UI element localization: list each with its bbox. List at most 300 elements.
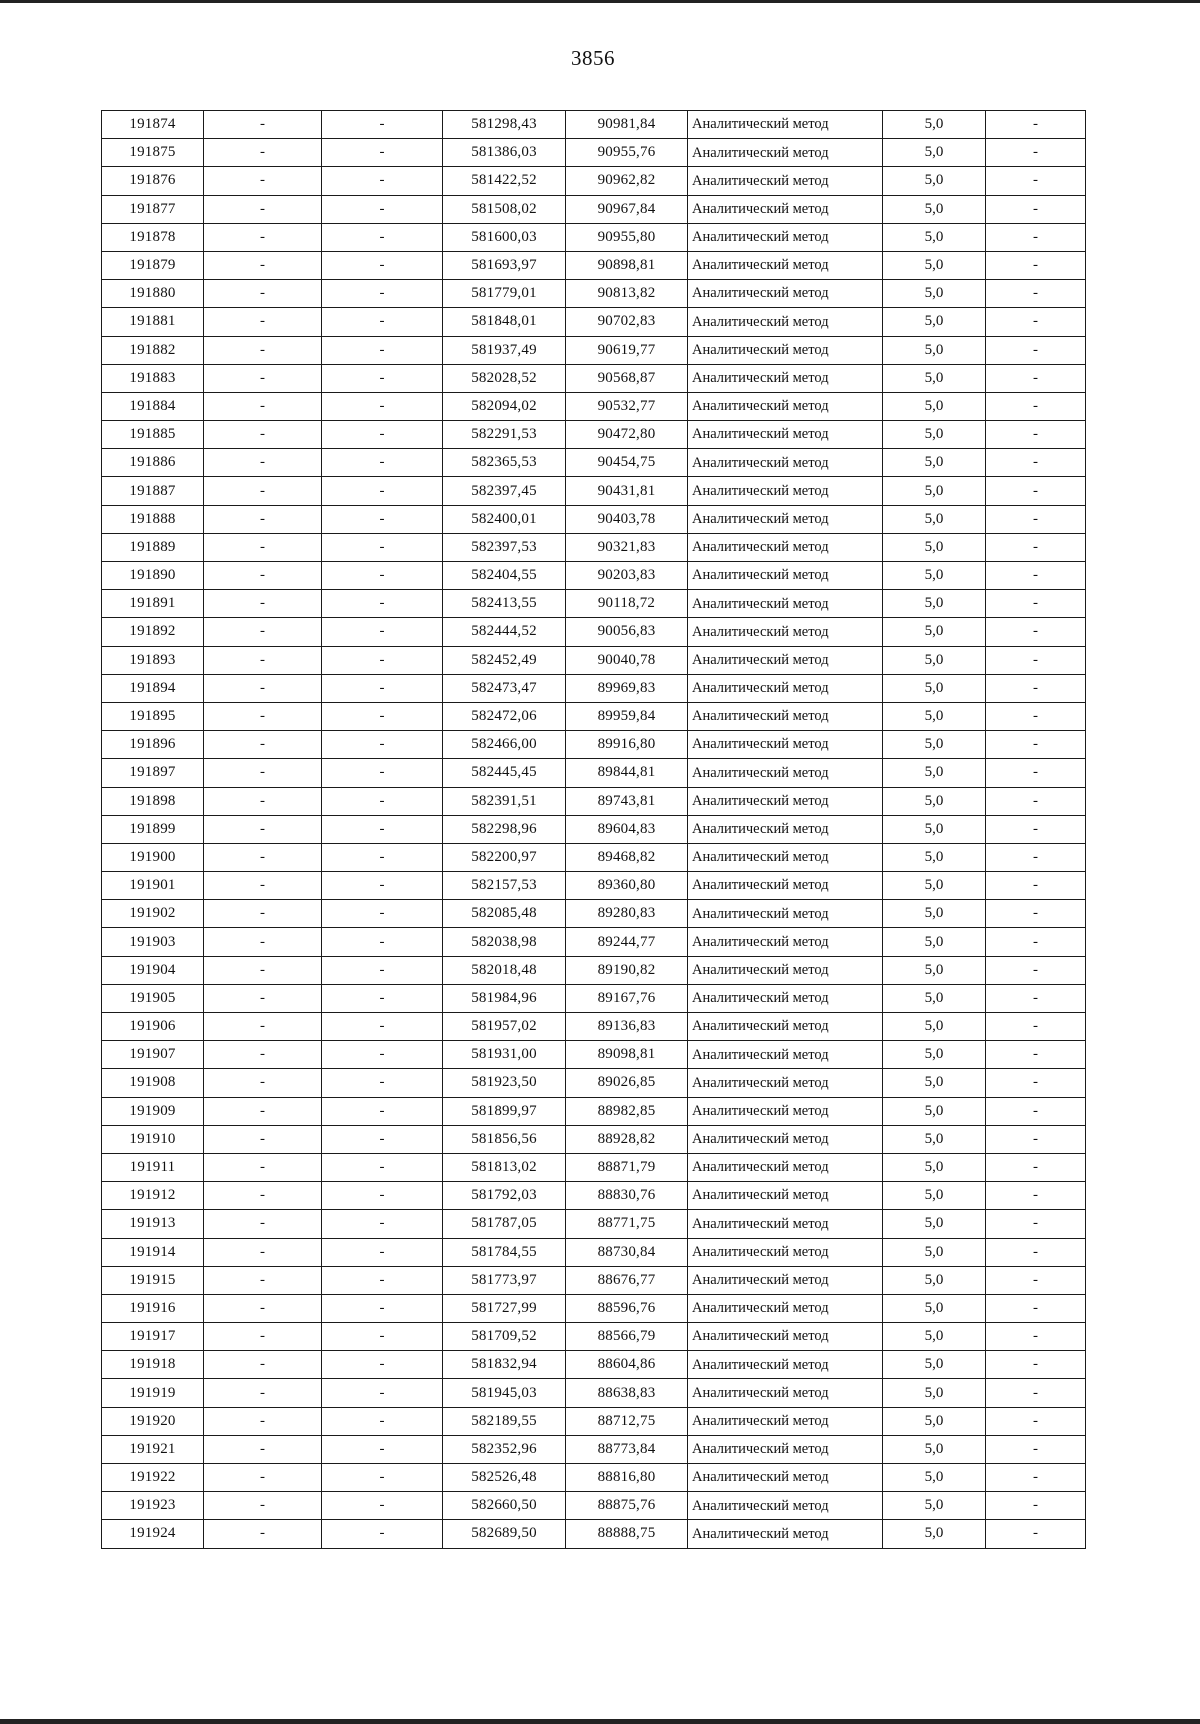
empty-col-8-cell: - [986,1351,1086,1379]
empty-col-8-cell: - [986,1323,1086,1351]
empty-col-8-cell: - [986,167,1086,195]
empty-col-3-cell: - [322,308,443,336]
empty-col-8-cell: - [986,477,1086,505]
table-row [102,956,1086,984]
empty-col-3-cell: - [322,1492,443,1520]
accuracy-cell: 5,0 [883,449,986,477]
y-coordinate-cell: 90619,77 [566,336,688,364]
method-cell: Аналитический метод [688,1210,883,1238]
method-cell: Аналитический метод [688,195,883,223]
accuracy-cell: 5,0 [883,984,986,1012]
method-cell: Аналитический метод [688,308,883,336]
empty-col-2-cell: - [204,1097,322,1125]
method-cell: Аналитический метод [688,702,883,730]
table-row [102,280,1086,308]
accuracy-cell: 5,0 [883,928,986,956]
method-cell: Аналитический метод [688,674,883,702]
x-coordinate-cell: 581957,02 [443,1013,566,1041]
empty-col-3-cell: - [322,364,443,392]
x-coordinate-cell: 581792,03 [443,1182,566,1210]
x-coordinate-cell: 582452,49 [443,646,566,674]
point-number-cell: 191908 [102,1069,204,1097]
table-row [102,533,1086,561]
empty-col-2-cell: - [204,308,322,336]
empty-col-3-cell: - [322,1464,443,1492]
empty-col-3-cell: - [322,759,443,787]
bottom-border-rule [0,1719,1200,1724]
empty-col-8-cell: - [986,392,1086,420]
empty-col-8-cell: - [986,421,1086,449]
y-coordinate-cell: 90118,72 [566,590,688,618]
empty-col-8-cell: - [986,1266,1086,1294]
point-number-cell: 191891 [102,590,204,618]
table-row [102,1125,1086,1153]
x-coordinate-cell: 581945,03 [443,1379,566,1407]
method-cell: Аналитический метод [688,1182,883,1210]
y-coordinate-cell: 90962,82 [566,167,688,195]
point-number-cell: 191882 [102,336,204,364]
accuracy-cell: 5,0 [883,477,986,505]
point-number-cell: 191904 [102,956,204,984]
accuracy-cell: 5,0 [883,1238,986,1266]
method-cell: Аналитический метод [688,646,883,674]
accuracy-cell: 5,0 [883,1464,986,1492]
method-cell: Аналитический метод [688,392,883,420]
table-row [102,1520,1086,1548]
table-row [102,872,1086,900]
empty-col-3-cell: - [322,111,443,139]
empty-col-8-cell: - [986,787,1086,815]
empty-col-3-cell: - [322,956,443,984]
empty-col-8-cell: - [986,533,1086,561]
empty-col-3-cell: - [322,702,443,730]
y-coordinate-cell: 90967,84 [566,195,688,223]
y-coordinate-cell: 88830,76 [566,1182,688,1210]
accuracy-cell: 5,0 [883,872,986,900]
point-number-cell: 191895 [102,702,204,730]
empty-col-2-cell: - [204,167,322,195]
y-coordinate-cell: 88982,85 [566,1097,688,1125]
empty-col-2-cell: - [204,759,322,787]
empty-col-3-cell: - [322,1266,443,1294]
method-cell: Аналитический метод [688,1069,883,1097]
empty-col-2-cell: - [204,336,322,364]
y-coordinate-cell: 89743,81 [566,787,688,815]
accuracy-cell: 5,0 [883,1153,986,1181]
accuracy-cell: 5,0 [883,1125,986,1153]
y-coordinate-cell: 90532,77 [566,392,688,420]
table-row [102,364,1086,392]
accuracy-cell: 5,0 [883,421,986,449]
method-cell: Аналитический метод [688,167,883,195]
empty-col-8-cell: - [986,872,1086,900]
point-number-cell: 191893 [102,646,204,674]
empty-col-2-cell: - [204,139,322,167]
x-coordinate-cell: 582445,45 [443,759,566,787]
empty-col-3-cell: - [322,392,443,420]
empty-col-8-cell: - [986,1125,1086,1153]
accuracy-cell: 5,0 [883,1097,986,1125]
empty-col-2-cell: - [204,1210,322,1238]
y-coordinate-cell: 90040,78 [566,646,688,674]
point-number-cell: 191878 [102,223,204,251]
method-cell: Аналитический метод [688,956,883,984]
empty-col-2-cell: - [204,815,322,843]
accuracy-cell: 5,0 [883,674,986,702]
y-coordinate-cell: 88888,75 [566,1520,688,1548]
point-number-cell: 191881 [102,308,204,336]
empty-col-2-cell: - [204,251,322,279]
point-number-cell: 191916 [102,1294,204,1322]
empty-col-2-cell: - [204,364,322,392]
point-number-cell: 191920 [102,1407,204,1435]
accuracy-cell: 5,0 [883,1407,986,1435]
empty-col-8-cell: - [986,1097,1086,1125]
empty-col-3-cell: - [322,872,443,900]
accuracy-cell: 5,0 [883,392,986,420]
table-row [102,787,1086,815]
empty-col-3-cell: - [322,646,443,674]
y-coordinate-cell: 90568,87 [566,364,688,392]
method-cell: Аналитический метод [688,421,883,449]
empty-col-2-cell: - [204,731,322,759]
method-cell: Аналитический метод [688,477,883,505]
y-coordinate-cell: 90403,78 [566,505,688,533]
point-number-cell: 191883 [102,364,204,392]
method-cell: Аналитический метод [688,1097,883,1125]
empty-col-8-cell: - [986,195,1086,223]
point-number-cell: 191876 [102,167,204,195]
point-number-cell: 191888 [102,505,204,533]
method-cell: Аналитический метод [688,111,883,139]
empty-col-8-cell: - [986,674,1086,702]
method-cell: Аналитический метод [688,618,883,646]
y-coordinate-cell: 89969,83 [566,674,688,702]
accuracy-cell: 5,0 [883,562,986,590]
empty-col-8-cell: - [986,336,1086,364]
table-row [102,1069,1086,1097]
empty-col-3-cell: - [322,787,443,815]
empty-col-8-cell: - [986,759,1086,787]
table-row [102,1266,1086,1294]
empty-col-2-cell: - [204,1520,322,1548]
empty-col-2-cell: - [204,1407,322,1435]
point-number-cell: 191898 [102,787,204,815]
accuracy-cell: 5,0 [883,590,986,618]
method-cell: Аналитический метод [688,1520,883,1548]
empty-col-2-cell: - [204,1464,322,1492]
method-cell: Аналитический метод [688,1013,883,1041]
empty-col-2-cell: - [204,928,322,956]
table-row [102,1097,1086,1125]
x-coordinate-cell: 582028,52 [443,364,566,392]
empty-col-3-cell: - [322,1013,443,1041]
y-coordinate-cell: 89280,83 [566,900,688,928]
accuracy-cell: 5,0 [883,787,986,815]
empty-col-2-cell: - [204,195,322,223]
accuracy-cell: 5,0 [883,759,986,787]
empty-col-3-cell: - [322,843,443,871]
point-number-cell: 191910 [102,1125,204,1153]
y-coordinate-cell: 89026,85 [566,1069,688,1097]
table-row [102,1351,1086,1379]
point-number-cell: 191909 [102,1097,204,1125]
table-row [102,251,1086,279]
empty-col-8-cell: - [986,505,1086,533]
method-cell: Аналитический метод [688,928,883,956]
point-number-cell: 191918 [102,1351,204,1379]
accuracy-cell: 5,0 [883,1041,986,1069]
table-row [102,505,1086,533]
method-cell: Аналитический метод [688,1464,883,1492]
empty-col-8-cell: - [986,928,1086,956]
empty-col-3-cell: - [322,731,443,759]
x-coordinate-cell: 581693,97 [443,251,566,279]
x-coordinate-cell: 582352,96 [443,1435,566,1463]
y-coordinate-cell: 89959,84 [566,702,688,730]
method-cell: Аналитический метод [688,1266,883,1294]
y-coordinate-cell: 89360,80 [566,872,688,900]
table-row [102,702,1086,730]
empty-col-2-cell: - [204,674,322,702]
coordinates-table-body [102,111,1086,1549]
empty-col-3-cell: - [322,1379,443,1407]
method-cell: Аналитический метод [688,1041,883,1069]
empty-col-8-cell: - [986,590,1086,618]
x-coordinate-cell: 581600,03 [443,223,566,251]
method-cell: Аналитический метод [688,1407,883,1435]
empty-col-3-cell: - [322,533,443,561]
y-coordinate-cell: 90472,80 [566,421,688,449]
method-cell: Аналитический метод [688,759,883,787]
accuracy-cell: 5,0 [883,956,986,984]
empty-col-2-cell: - [204,843,322,871]
top-border-rule [0,0,1200,3]
x-coordinate-cell: 582157,53 [443,872,566,900]
method-cell: Аналитический метод [688,1153,883,1181]
y-coordinate-cell: 90955,80 [566,223,688,251]
x-coordinate-cell: 582466,00 [443,731,566,759]
x-coordinate-cell: 582689,50 [443,1520,566,1548]
empty-col-2-cell: - [204,111,322,139]
method-cell: Аналитический метод [688,731,883,759]
empty-col-2-cell: - [204,1069,322,1097]
x-coordinate-cell: 582397,45 [443,477,566,505]
y-coordinate-cell: 90321,83 [566,533,688,561]
table-row [102,1407,1086,1435]
accuracy-cell: 5,0 [883,364,986,392]
x-coordinate-cell: 581709,52 [443,1323,566,1351]
method-cell: Аналитический метод [688,139,883,167]
empty-col-8-cell: - [986,449,1086,477]
table-row [102,421,1086,449]
empty-col-2-cell: - [204,1379,322,1407]
y-coordinate-cell: 88928,82 [566,1125,688,1153]
point-number-cell: 191922 [102,1464,204,1492]
table-row [102,731,1086,759]
empty-col-2-cell: - [204,533,322,561]
table-row [102,1464,1086,1492]
method-cell: Аналитический метод [688,280,883,308]
x-coordinate-cell: 582298,96 [443,815,566,843]
table-row [102,1435,1086,1463]
table-row [102,590,1086,618]
empty-col-3-cell: - [322,505,443,533]
empty-col-2-cell: - [204,280,322,308]
table-row [102,1379,1086,1407]
empty-col-3-cell: - [322,195,443,223]
method-cell: Аналитический метод [688,562,883,590]
y-coordinate-cell: 88566,79 [566,1323,688,1351]
method-cell: Аналитический метод [688,223,883,251]
accuracy-cell: 5,0 [883,731,986,759]
empty-col-2-cell: - [204,702,322,730]
empty-col-2-cell: - [204,477,322,505]
empty-col-3-cell: - [322,167,443,195]
table-row [102,759,1086,787]
y-coordinate-cell: 90955,76 [566,139,688,167]
y-coordinate-cell: 88773,84 [566,1435,688,1463]
empty-col-8-cell: - [986,111,1086,139]
accuracy-cell: 5,0 [883,1182,986,1210]
empty-col-2-cell: - [204,956,322,984]
empty-col-3-cell: - [322,928,443,956]
y-coordinate-cell: 90898,81 [566,251,688,279]
empty-col-8-cell: - [986,843,1086,871]
method-cell: Аналитический метод [688,533,883,561]
x-coordinate-cell: 581931,00 [443,1041,566,1069]
x-coordinate-cell: 582397,53 [443,533,566,561]
empty-col-8-cell: - [986,731,1086,759]
accuracy-cell: 5,0 [883,1520,986,1548]
x-coordinate-cell: 582660,50 [443,1492,566,1520]
empty-col-2-cell: - [204,1492,322,1520]
method-cell: Аналитический метод [688,590,883,618]
x-coordinate-cell: 582200,97 [443,843,566,871]
y-coordinate-cell: 88730,84 [566,1238,688,1266]
empty-col-3-cell: - [322,1069,443,1097]
point-number-cell: 191889 [102,533,204,561]
point-number-cell: 191913 [102,1210,204,1238]
x-coordinate-cell: 582365,53 [443,449,566,477]
accuracy-cell: 5,0 [883,1210,986,1238]
method-cell: Аналитический метод [688,815,883,843]
accuracy-cell: 5,0 [883,1323,986,1351]
x-coordinate-cell: 582018,48 [443,956,566,984]
y-coordinate-cell: 89167,76 [566,984,688,1012]
accuracy-cell: 5,0 [883,251,986,279]
point-number-cell: 191877 [102,195,204,223]
empty-col-3-cell: - [322,1153,443,1181]
x-coordinate-cell: 581787,05 [443,1210,566,1238]
empty-col-3-cell: - [322,1238,443,1266]
method-cell: Аналитический метод [688,336,883,364]
empty-col-2-cell: - [204,900,322,928]
empty-col-3-cell: - [322,223,443,251]
empty-col-3-cell: - [322,1294,443,1322]
method-cell: Аналитический метод [688,364,883,392]
method-cell: Аналитический метод [688,1492,883,1520]
table-row [102,1041,1086,1069]
y-coordinate-cell: 88638,83 [566,1379,688,1407]
empty-col-2-cell: - [204,392,322,420]
point-number-cell: 191924 [102,1520,204,1548]
empty-col-3-cell: - [322,1407,443,1435]
point-number-cell: 191915 [102,1266,204,1294]
table-row [102,1153,1086,1181]
table-row [102,477,1086,505]
accuracy-cell: 5,0 [883,223,986,251]
empty-col-2-cell: - [204,1153,322,1181]
empty-col-2-cell: - [204,984,322,1012]
empty-col-8-cell: - [986,1069,1086,1097]
y-coordinate-cell: 88871,79 [566,1153,688,1181]
empty-col-3-cell: - [322,1323,443,1351]
empty-col-3-cell: - [322,1125,443,1153]
empty-col-2-cell: - [204,1323,322,1351]
x-coordinate-cell: 582291,53 [443,421,566,449]
x-coordinate-cell: 581856,56 [443,1125,566,1153]
y-coordinate-cell: 89468,82 [566,843,688,871]
accuracy-cell: 5,0 [883,815,986,843]
x-coordinate-cell: 582038,98 [443,928,566,956]
point-number-cell: 191894 [102,674,204,702]
method-cell: Аналитический метод [688,1294,883,1322]
table-row [102,1294,1086,1322]
empty-col-8-cell: - [986,1407,1086,1435]
x-coordinate-cell: 582473,47 [443,674,566,702]
table-row [102,336,1086,364]
table-row [102,646,1086,674]
point-number-cell: 191906 [102,1013,204,1041]
point-number-cell: 191897 [102,759,204,787]
accuracy-cell: 5,0 [883,1266,986,1294]
x-coordinate-cell: 581937,49 [443,336,566,364]
y-coordinate-cell: 88712,75 [566,1407,688,1435]
empty-col-3-cell: - [322,1210,443,1238]
empty-col-2-cell: - [204,562,322,590]
x-coordinate-cell: 582413,55 [443,590,566,618]
empty-col-8-cell: - [986,815,1086,843]
table-row [102,139,1086,167]
empty-col-2-cell: - [204,872,322,900]
empty-col-3-cell: - [322,1182,443,1210]
y-coordinate-cell: 88596,76 [566,1294,688,1322]
empty-col-2-cell: - [204,1294,322,1322]
empty-col-3-cell: - [322,139,443,167]
empty-col-3-cell: - [322,421,443,449]
empty-col-8-cell: - [986,1492,1086,1520]
empty-col-3-cell: - [322,618,443,646]
accuracy-cell: 5,0 [883,139,986,167]
empty-col-3-cell: - [322,251,443,279]
y-coordinate-cell: 89916,80 [566,731,688,759]
empty-col-3-cell: - [322,900,443,928]
empty-col-8-cell: - [986,1435,1086,1463]
x-coordinate-cell: 582189,55 [443,1407,566,1435]
point-number-cell: 191896 [102,731,204,759]
empty-col-2-cell: - [204,1266,322,1294]
point-number-cell: 191919 [102,1379,204,1407]
x-coordinate-cell: 581848,01 [443,308,566,336]
y-coordinate-cell: 90813,82 [566,280,688,308]
point-number-cell: 191880 [102,280,204,308]
page-number: 3856 [571,46,615,70]
accuracy-cell: 5,0 [883,843,986,871]
accuracy-cell: 5,0 [883,900,986,928]
empty-col-8-cell: - [986,1294,1086,1322]
x-coordinate-cell: 581813,02 [443,1153,566,1181]
